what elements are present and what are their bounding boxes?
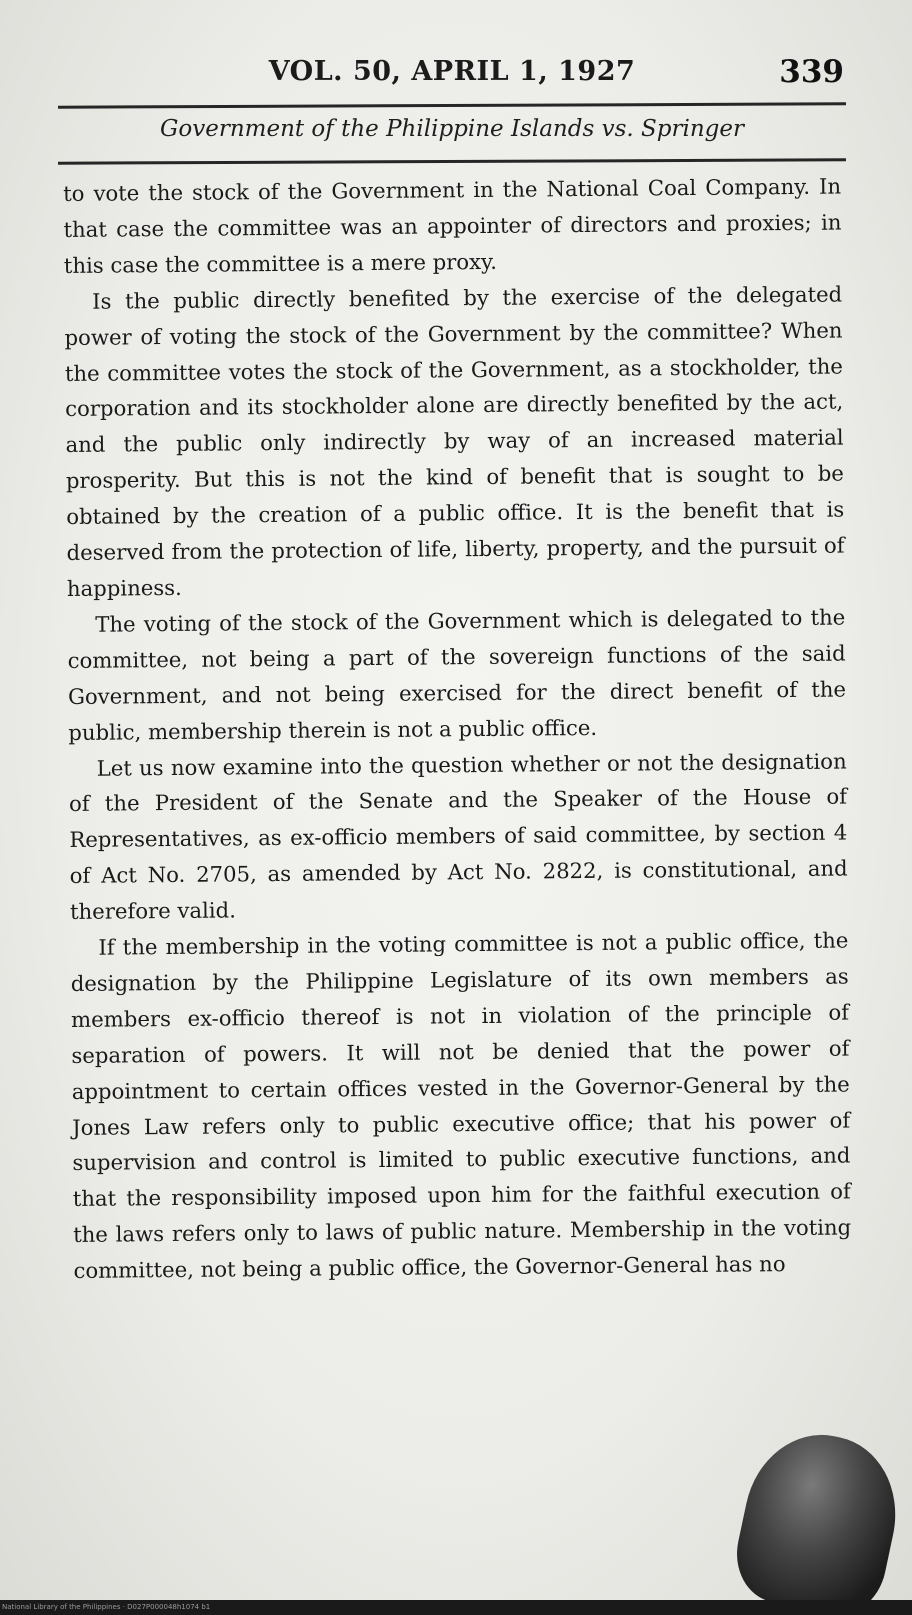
header-rule-bottom [58,158,846,164]
paragraph: Is the public directly benefited by the exercise of the delegated power of voting the stock of the Government by the committee? When the committee votes the stock of the Government, as a stockholder, the corporation and its stockholder alone are directly benefited by the act, and the public only indirectly by way of an increased material prosperity. But this is not the kind of benefit that is sought to be obtained by the creation of a public office. It is the benefit that is deserved from the protection of life, liberty, property, and the pursuit of happiness. [64,281,845,601]
scan-credit: National Library of the Philippines · D027P000048h1074 b1 [2,1603,211,1611]
case-title: Government of the Philippine Islands vs. Springer [160,116,744,142]
page-number: 339 [779,54,844,90]
paragraph: If the membership in the voting committee is not a public office, the designation by the Philippine Legislature of its own members as members ex-officio thereof is not in violation of the principle of separation of powers. It will not be denied that the power of appointment to certain offices vested in the Governor-General by the Jones Law refers only to public executive office; that his power of supervision and control is limited to public executive functions, and that the responsibility imposed upon him for the faithful execution of the laws refers only to laws of public nature. Membership in the voting committee, not being a public office, the Governor-General has no [70,927,852,1284]
header-rule-top [58,102,846,108]
body-text [63,169,852,1290]
paragraph: to vote the stock of the Government in the National Coal Company. In that case the committee was an appointer of directors and proxies; in this case the committee is a mere proxy. [63,173,842,278]
running-head: VOL. 50, APRIL 1, 1927 [268,56,636,87]
paragraph: Let us now examine into the question whether or not the designation of the President of the Senate and the Speaker of the House of Representatives, as ex-officio members of said committee, by section 4 of Act No. 2705, as amended by Act No. 2822, is constitutional, and therefore valid. [68,748,848,925]
paragraph: The voting of the stock of the Government which is delegated to the committee, not being a part of the sovereign functions of the said Government, and not being exercised for the direct benefit of the public, membership therein is not a public office. [67,604,847,745]
thumb-shadow [727,1421,910,1600]
page-header [60,56,844,102]
